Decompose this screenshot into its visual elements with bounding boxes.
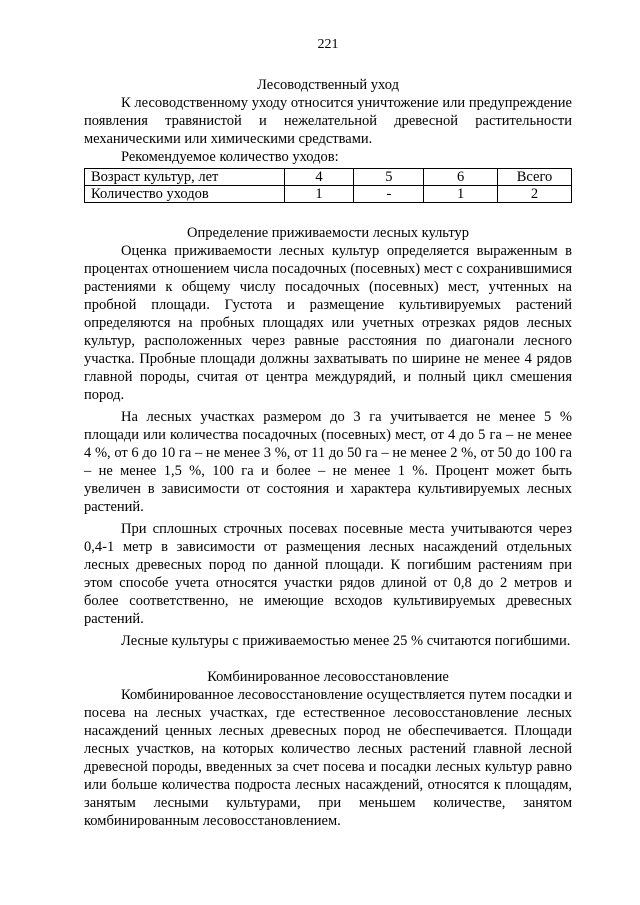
table-cell: - xyxy=(354,186,424,203)
table-cell: 2 xyxy=(498,186,572,203)
page-number: 221 xyxy=(317,37,339,52)
paragraph-survival-3: При сплошных строчных посевах посевные места учитываются через 0,4-1 метр в зависимости от размещения лесных насаждений отдельных лесных древесных пород по данной площади. К погибшим растениям при этом способе учета относятся участки рядов длиной от 0,8 до 2 метров и более соответственно, не имеющие всходов культивируемых древесных растений. xyxy=(84,521,572,627)
section-title-survival: Определение приживаемости лесных культур xyxy=(186,225,470,241)
care-schedule-table xyxy=(84,168,572,203)
paragraph-survival-2: На лесных участках размером до 3 га учитывается не менее 5 % площади или количества посадочных (посевных) мест, от 4 до 5 га – не менее 4 %, от 6 до 10 га – не менее 3 %, от 11 до 50 га – не менее 2 %, от 50 до 100 га – не менее 1,5 %, 100 га и более – не менее 1 %. Процент может быть увеличен в зависимости от состояния и характера культивируемых лесных растений. xyxy=(84,409,572,515)
table-header-row xyxy=(85,169,572,186)
table-caption: Рекомендуемое количество уходов: xyxy=(121,149,339,165)
paragraph-forest-care: К лесоводственному уходу относится уничтожение или предупреждение появления травянистой и нежелательной древесной растительности механическими или химическими средствами. xyxy=(84,95,572,147)
table-header-cell: 4 xyxy=(284,169,354,186)
paragraph-combined: Комбинированное лесовосстановление осуществляется путем посадки и посева на лесных участках, где естественное лесовосстановление лесных насаждений ценных лесных древесных пород не обеспечивается. Площади лесных участков, на которых количество лесных растений главной лесной древесной породы, введенных за счет посева и посадки лесных культур равно или больше количества подроста лесных насаждений, относятся к площадям, занятым лесными культурами, при меньшем количестве, занятом комбинированным лесовосстановлением. xyxy=(84,687,572,829)
table-header-cell: Возраст культур, лет xyxy=(85,169,285,186)
table-header-cell: 5 xyxy=(354,169,424,186)
paragraph-survival-4: Лесные культуры с приживаемостью менее 25 % считаются погибшими. xyxy=(121,633,571,649)
table-header-cell: 6 xyxy=(424,169,498,186)
table-header-cell: Всего xyxy=(498,169,572,186)
paragraph-survival-1: Оценка приживаемости лесных культур определяется выраженным в процентах отношением числа посадочных (посевных) мест с сохранившимися растениями к общему числу посадочных (посевных) мест, учтенных на пробной площади. Густота и размещение культивируемых растений определяются на пробных площадях или учетных отрезках рядов лесных культур, расположенных через равные расстояния по диагонали лесного участка. Пробные площади должны захватывать по ширине не менее 4 рядов главной породы, считая от центра междурядий, и полный цикл смешения пород. xyxy=(84,243,572,403)
table-cell: Количество уходов xyxy=(85,186,285,203)
table-row xyxy=(85,186,572,203)
section-title-combined: Комбинированное лесовосстановление xyxy=(207,669,449,685)
table-cell: 1 xyxy=(284,186,354,203)
document-page xyxy=(84,36,572,830)
table-cell: 1 xyxy=(424,186,498,203)
section-title-forest-care: Лесоводственный уход xyxy=(257,77,399,93)
